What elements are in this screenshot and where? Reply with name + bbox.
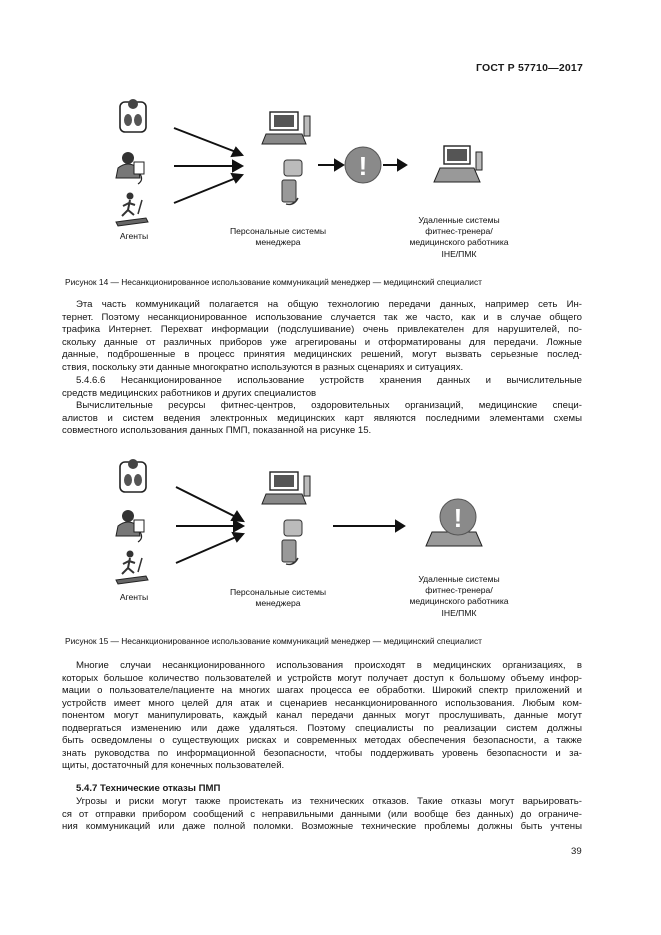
svg-text:!: ! [453,503,463,533]
computer-icon [262,472,310,504]
figure-14-caption: Рисунок 14 — Несанкционированное использование коммуникаций менеджер — медицинский специалист [65,277,482,287]
middle-arrow [333,521,404,531]
remote-systems-label: Удаленные системы фитнес-тренера/ медицинского работника IHE/ПМК [409,215,509,259]
blood-pressure-icon [116,152,144,184]
standard-number: ГОСТ Р 57710—2017 [475,62,583,74]
section-5466-heading: 5.4.6.6 Несанкционированное использование устройств хранения данных и вычислительные средств медицинских работников и других специалистов [62,375,582,399]
phone-icon [282,160,302,204]
treadmill-icon [116,193,148,227]
section-547-heading: 5.4.7 Технические отказы ПМП [76,783,221,794]
page-number: 39 [571,846,582,857]
personal-systems-label: Персональные системы менеджера [229,587,327,609]
scale-icon [120,459,146,492]
agent-arrows [174,128,242,203]
agent-arrows [176,487,243,563]
agents-label: Агенты [119,592,149,602]
paragraph-4: Угрозы и риски могут также проистекать из технических отказов. Такие отказы могут варьировать- ся от отправки прибором сообщений с неправильными данными (или вообще без данных) до ограниче- ния коммуникаций или даже полной поломки. Возможные технические проблемы должны быть учтены [62,796,582,833]
svg-text:!: ! [358,151,368,181]
phone-icon [282,520,302,564]
figure-15 [0,450,661,640]
figure-15-diagram [0,450,661,640]
treadmill-icon [116,551,148,585]
figure-14 [0,0,661,280]
figure-15-caption: Рисунок 15 — Несанкционированное использование коммуникаций менеджер — медицинский специалист [65,636,482,646]
alert-icon [345,147,381,183]
remote-computer-icon [434,146,482,182]
blood-pressure-icon [116,510,144,542]
remote-systems-label: Удаленные системы фитнес-тренера/ медицинского работника IHE/ПМК [409,574,509,618]
paragraph-2: Вычислительные ресурсы фитнес-центров, оздоровительных организаций, медицинские специ- алистов и систем ведения электронных медицинских карт являются последними элементами схемы совместного использования данных ПМП, показанной на рисунке 15. [62,400,582,437]
scale-icon [120,99,146,132]
alert-icon [426,499,482,546]
paragraph-1: Эта часть коммуникаций полагается на общую технологию передачи данных, например сеть Ин- тернет. Поэтому несанкционированное использование случается так же часто, как и в случае общего трафика Интернет. Перехват информации (подслушивание) очень привлекателен для нарушителей, по- скольку данные от различных приборов уже агрегированы и отформатированы для передачи. Ложные данные, подброшенные в процесс принятия медицинских решений, могут вызвать серьезные послед- ствия, поскольку эти данные многократно используются в разных сценариях и ситуациях. [62,299,582,373]
agents-label: Агенты [119,231,149,241]
paragraph-3: Многие случаи несанкционированного использования происходят в медицинских организациях, в которых большое количество пользователей и устройств могут получает доступ к большому объему инфор- мации о пользователе/пациенте на многих шагах процесса ее обработки. Широкий спектр приложений и устройств имеет много целей для атак и сценариев несанкционированного использования. Любым ком- понентом могут манипулировать, каждый канал передачи данных могут прослушивать, данные могут подвергаться изменению или даже удаляться. Поэтому специалисты по реализации систем должны быть осведомлены о существующих рисках и современных методах обеспечения безопасности, а также знать руководства по информационной безопасности, чтобы поддерживать уровень безопасности и за- щиты, достаточный для конечных пользователей. [62,660,582,772]
personal-systems-label: Персональные системы менеджера [229,226,327,248]
computer-icon [262,112,310,144]
